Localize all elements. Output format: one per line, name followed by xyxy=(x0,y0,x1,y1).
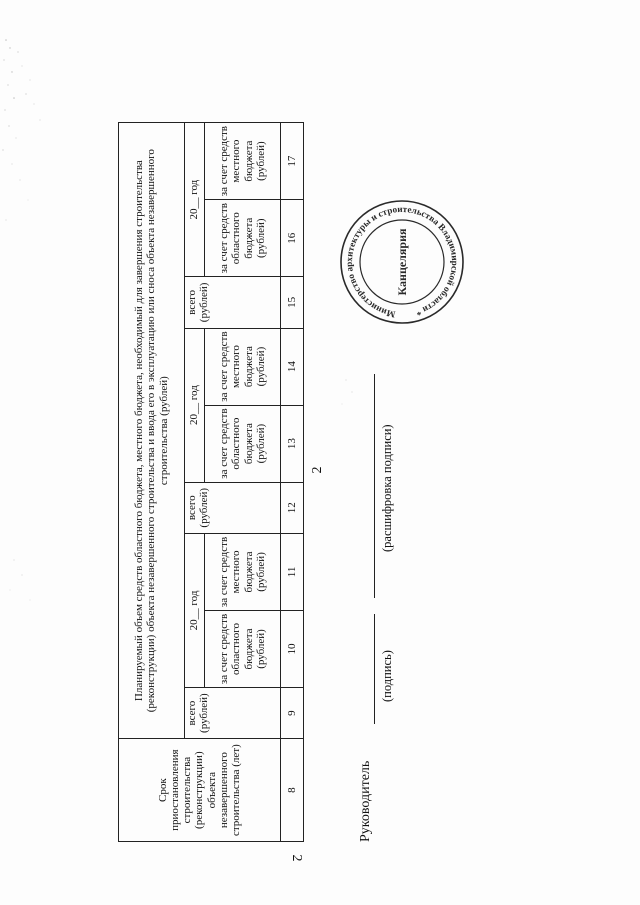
col-number: 12 xyxy=(281,482,304,533)
page-number-bottom: 2 xyxy=(289,854,304,862)
header-year-2: 20__ год xyxy=(185,328,205,482)
header-total-2: всего (рублей) xyxy=(185,482,281,533)
decode-caption: (расшифровка подписи) xyxy=(380,424,394,552)
header-oblast-1: за счет средств областного бюджета (рублей) xyxy=(205,610,281,687)
col-number: 8 xyxy=(281,739,304,842)
col-number: 16 xyxy=(281,200,304,277)
header-oblast-3: за счет средств областного бюджета (рублей) xyxy=(205,200,281,277)
header-total-3: всего (рублей) xyxy=(185,277,281,328)
header-year-1: 20__ год xyxy=(185,533,205,687)
header-total-1: всего (рублей) xyxy=(185,687,281,738)
col-number: 15 xyxy=(281,277,304,328)
col-number: 10 xyxy=(281,610,304,687)
signer-role: Руководитель xyxy=(358,760,373,842)
header-local-2: за счет средств местного бюджета (рублей) xyxy=(205,328,281,405)
header-local-1: за счет средств местного бюджета (рублей) xyxy=(205,533,281,610)
page-number: 2 xyxy=(310,466,325,474)
official-stamp xyxy=(338,198,466,326)
header-planned: Планируемый объем средств областного бюджета, местного бюджета, необходимый для завершения строительства (реконструкции) объекта незавершенного строительства и ввода его в эксплуатацию или сноса объекта незавершенного строительства (рублей) xyxy=(119,123,185,739)
header-srok: Срок приостановления строительства (реконструкции) объекта незавершенного строительства (лет) xyxy=(119,739,281,842)
decode-line xyxy=(374,374,375,598)
stamp-center-text: Канцелярия xyxy=(395,228,409,296)
col-number: 17 xyxy=(281,123,304,200)
header-local-3: за счет средств местного бюджета (рублей) xyxy=(205,123,281,200)
rotated-table-frame xyxy=(118,122,300,842)
col-number: 9 xyxy=(281,687,304,738)
signature-line xyxy=(374,614,375,724)
signature-block xyxy=(352,282,412,842)
col-number: 13 xyxy=(281,405,304,482)
header-year-3: 20__ год xyxy=(185,123,205,277)
stamp-ring-text: Министерство архитектуры и строительства Владимирской области * xyxy=(343,203,461,320)
budget-table xyxy=(118,122,304,842)
signature-caption: (подпись) xyxy=(380,650,394,702)
col-number: 14 xyxy=(281,328,304,405)
header-oblast-2: за счет средств областного бюджета (рублей) xyxy=(205,405,281,482)
col-number: 11 xyxy=(281,533,304,610)
